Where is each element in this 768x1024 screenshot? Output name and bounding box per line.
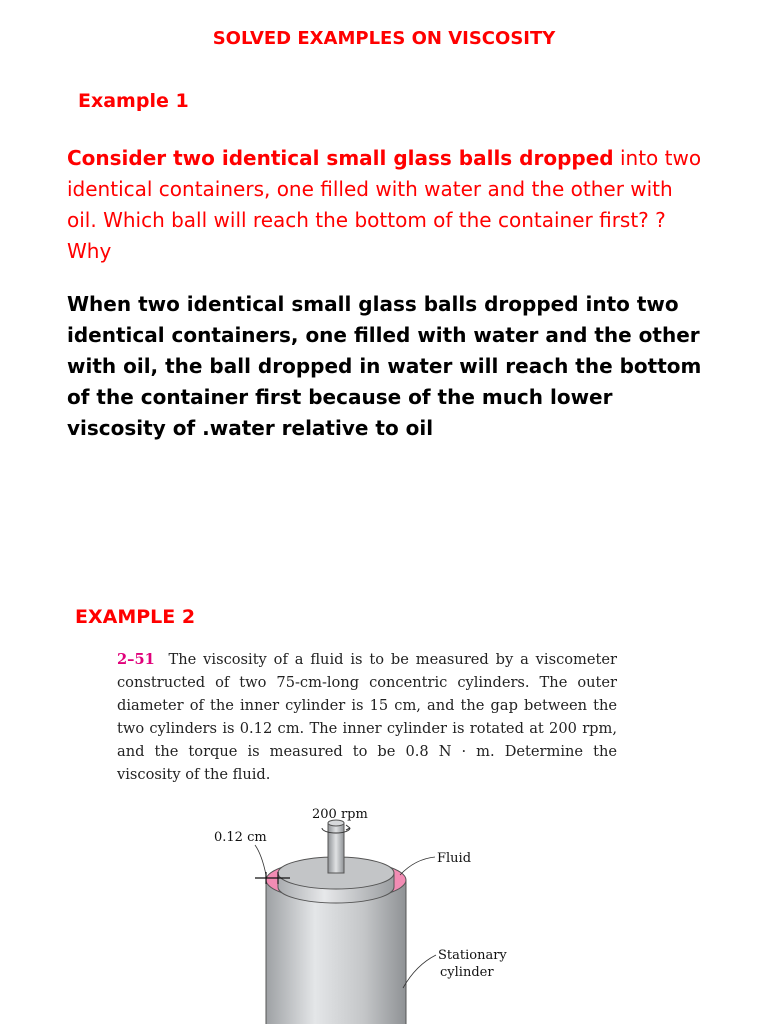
example-1-heading: Example 1 [78, 90, 189, 112]
rotating-shaft [328, 823, 344, 873]
stationary-label: Stationary [438, 948, 507, 963]
question-rest-text: into two identical containers, one filled with water and the other with oil. Which ball will reach the bottom of the container first? ?Why [67, 146, 702, 263]
question-bold-text: Consider two identical small glass balls dropped [67, 146, 614, 170]
example-1-question [67, 143, 707, 267]
cylinder-label: cylinder [440, 965, 494, 980]
gap-label: 0.12 cm [214, 830, 267, 845]
fluid-leader-line [400, 857, 435, 875]
example-2-heading: EXAMPLE 2 [75, 606, 196, 628]
problem-statement [117, 648, 617, 786]
gap-leader-line [255, 845, 266, 875]
problem-number: 2–51 [117, 651, 155, 668]
example-1-answer: When two identical small glass balls dropped into two identical containers, one filled with water and the other with oil, the ball dropped in water will reach the bottom of the container first because of the much lower viscosity of .water relative to oil [67, 292, 702, 440]
rpm-label: 200 rpm [312, 807, 368, 822]
problem-text: The viscosity of a fluid is to be measured by a viscometer constructed of two 75-cm-long concentric cylinders. The outer diameter of the inner cylinder is 15 cm, and the gap between the two cylinders is 0.12 cm. The inner cylinder is rotated at 200 rpm, and the torque is measured to be 0.8 N · m. Determine the viscosity of the fluid. [117, 651, 617, 783]
viscometer-figure [200, 795, 530, 1024]
page-title: SOLVED EXAMPLES ON VISCOSITY [212, 28, 556, 49]
stationary-leader-line [403, 955, 436, 988]
fluid-label: Fluid [437, 851, 472, 866]
